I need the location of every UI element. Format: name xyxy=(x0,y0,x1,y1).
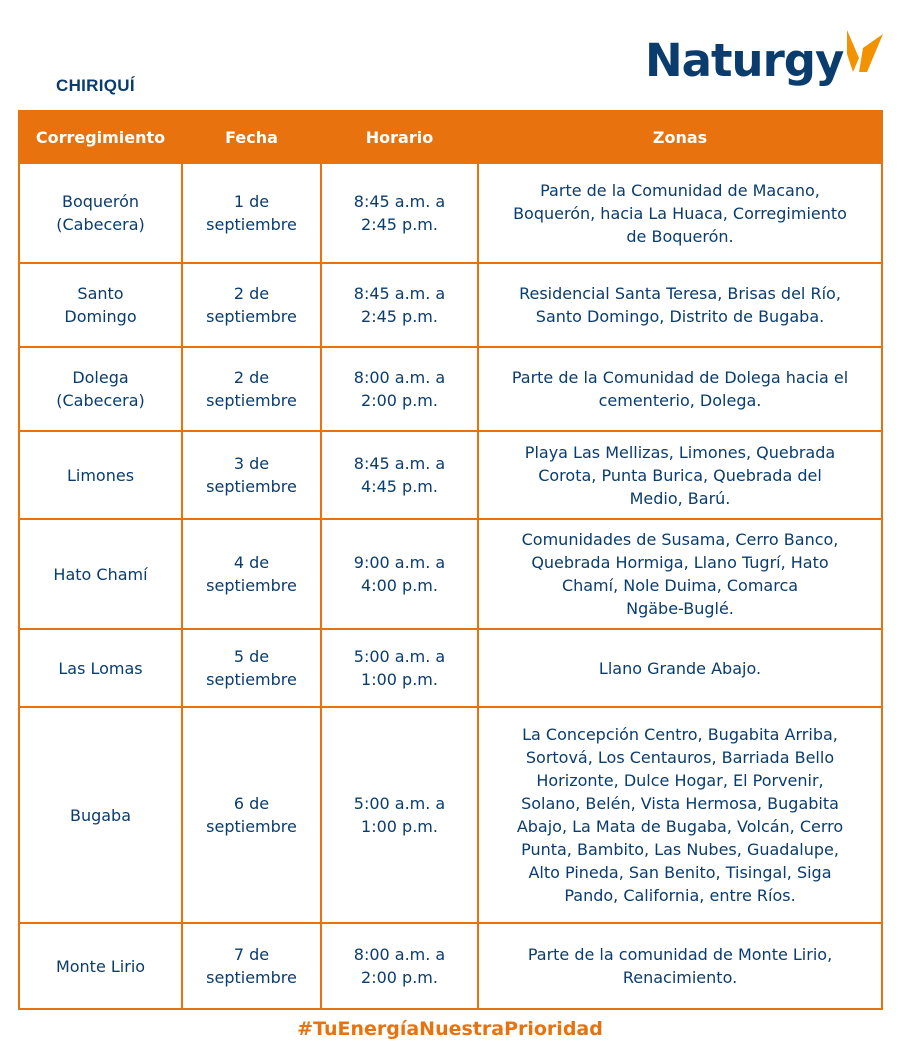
cell-line: de Boquerón. xyxy=(626,226,734,246)
cell-line: Pando, California, entre Ríos. xyxy=(564,886,796,905)
cell-fecha xyxy=(182,519,321,629)
cell-line: 1 de xyxy=(233,192,270,211)
cell-line: septiembre xyxy=(206,817,297,836)
table-row xyxy=(19,519,882,629)
cell-fecha xyxy=(182,707,321,923)
cell-line: 1:00 p.m. xyxy=(361,817,438,836)
cell-line: 5:00 a.m. a xyxy=(353,647,446,666)
cell-fecha xyxy=(182,163,321,263)
cell-corregimiento xyxy=(19,163,182,263)
cell-line: Residencial Santa Teresa, Brisas del Río, xyxy=(519,284,841,303)
cell-line: 4:45 p.m. xyxy=(361,477,438,496)
cell-line: Boquerón xyxy=(61,192,140,211)
cell-line: 2:00 p.m. xyxy=(361,968,438,987)
cell-line: 2:45 p.m. xyxy=(361,307,438,326)
cell-line: 8:45 a.m. a xyxy=(353,454,446,473)
table-row xyxy=(19,431,882,519)
cell-horario xyxy=(321,519,478,629)
table-row xyxy=(19,163,882,263)
cell-line: 8:45 a.m. a xyxy=(353,192,446,211)
table-row xyxy=(19,923,882,1009)
cell-line: Bugaba xyxy=(69,805,132,825)
cell-line: 5:00 a.m. a xyxy=(353,794,446,813)
cell-line: Limones xyxy=(66,465,135,485)
cell-zonas xyxy=(478,519,882,629)
cell-line: Solano, Belén, Vista Hermosa, Bugabita xyxy=(521,794,839,813)
cell-line: Alto Pineda, San Benito, Tisingal, Siga xyxy=(528,863,832,882)
cell-fecha xyxy=(182,923,321,1009)
cell-zonas xyxy=(478,629,882,707)
cell-line: Monte Lirio xyxy=(55,956,146,976)
cell-fecha xyxy=(182,263,321,347)
cell-line: 8:00 a.m. a xyxy=(353,368,446,387)
table-row xyxy=(19,263,882,347)
cell-line: 8:45 a.m. a xyxy=(353,284,446,303)
cell-zonas xyxy=(478,163,882,263)
cell-line: cementerio, Dolega. xyxy=(598,391,762,410)
table-row xyxy=(19,629,882,707)
cell-horario xyxy=(321,431,478,519)
cell-line: 3 de xyxy=(233,454,270,473)
cell-fecha xyxy=(182,431,321,519)
cell-line: Dolega xyxy=(72,368,129,387)
cell-line: Comunidades de Susama, Cerro Banco, xyxy=(521,530,839,549)
cell-line: 2 de xyxy=(233,368,270,387)
naturgy-logo xyxy=(645,28,885,98)
cell-line: Horizonte, Dulce Hogar, El Porvenir, xyxy=(536,771,824,790)
hashtag: #TuEnergíaNuestraPrioridad xyxy=(297,1018,603,1040)
cell-line: 9:00 a.m. a xyxy=(353,553,446,572)
cell-corregimiento xyxy=(19,519,182,629)
header-horario: Horario xyxy=(321,111,478,163)
cell-corregimiento xyxy=(19,629,182,707)
cell-line: septiembre xyxy=(206,968,297,987)
cell-line: septiembre xyxy=(206,670,297,689)
cell-line: (Cabecera) xyxy=(56,215,145,234)
cell-line: 5 de xyxy=(233,647,270,666)
cell-line: Boquerón, hacia La Huaca, Corregimiento xyxy=(513,203,847,223)
cell-line: septiembre xyxy=(206,391,297,410)
cell-line: 2:45 p.m. xyxy=(361,215,438,234)
cell-line: Punta, Bambito, Las Nubes, Guadalupe, xyxy=(521,840,839,859)
cell-line: (Cabecera) xyxy=(56,391,145,410)
cell-line: 2 de xyxy=(233,284,270,303)
cell-horario xyxy=(321,629,478,707)
cell-line: Medio, Barú. xyxy=(629,488,731,508)
cell-line: Las Lomas xyxy=(58,658,143,678)
cell-corregimiento xyxy=(19,263,182,347)
cell-zonas xyxy=(478,707,882,923)
cell-line: Ngäbe-Buglé. xyxy=(626,599,734,618)
table-header-row xyxy=(19,111,882,163)
cell-line: Hato Chamí xyxy=(53,564,148,584)
table-row xyxy=(19,347,882,431)
cell-line: Chamí, Nole Duima, Comarca xyxy=(561,576,799,595)
cell-line: Parte de la Comunidad de Macano, xyxy=(540,180,820,200)
butterfly-icon xyxy=(833,28,885,80)
cell-horario xyxy=(321,163,478,263)
cell-zonas xyxy=(478,347,882,431)
cell-line: 6 de xyxy=(233,794,270,813)
cell-line: septiembre xyxy=(206,477,297,496)
cell-corregimiento xyxy=(19,431,182,519)
cell-horario xyxy=(321,347,478,431)
region-title: CHIRIQUÍ xyxy=(56,76,135,95)
cell-line: Santo xyxy=(77,284,124,303)
cell-line: Llano Grande Abajo. xyxy=(598,658,762,678)
cell-zonas xyxy=(478,431,882,519)
cell-line: Quebrada Hormiga, Llano Tugrí, Hato xyxy=(531,553,829,572)
cell-line: Sortová, Los Centauros, Barriada Bello xyxy=(525,748,835,767)
cell-line: Corota, Punta Burica, Quebrada del xyxy=(538,465,822,485)
header-corregimiento: Corregimiento xyxy=(19,111,182,163)
logo-wordmark: Naturgy xyxy=(645,34,844,87)
cell-line: Renacimiento. xyxy=(622,968,738,987)
header-fecha: Fecha xyxy=(182,111,321,163)
cell-horario xyxy=(321,923,478,1009)
cell-line: 1:00 p.m. xyxy=(361,670,438,689)
cell-line: Playa Las Mellizas, Limones, Quebrada xyxy=(524,442,836,462)
schedule-table xyxy=(18,110,883,1010)
cell-line: Abajo, La Mata de Bugaba, Volcán, Cerro xyxy=(516,817,844,836)
cell-zonas xyxy=(478,263,882,347)
cell-line: septiembre xyxy=(206,576,297,595)
cell-corregimiento xyxy=(19,707,182,923)
cell-line: septiembre xyxy=(206,215,297,234)
cell-line: 7 de xyxy=(233,945,270,964)
cell-horario xyxy=(321,263,478,347)
cell-line: 4 de xyxy=(233,553,270,572)
cell-line: septiembre xyxy=(206,307,297,326)
cell-line: Domingo xyxy=(64,307,137,326)
table-row xyxy=(19,707,882,923)
cell-line: 4:00 p.m. xyxy=(361,576,438,595)
cell-fecha xyxy=(182,347,321,431)
cell-horario xyxy=(321,707,478,923)
cell-zonas xyxy=(478,923,882,1009)
cell-line: Parte de la Comunidad de Dolega hacia el xyxy=(511,368,849,387)
cell-line: Santo Domingo, Distrito de Bugaba. xyxy=(535,307,825,326)
cell-corregimiento xyxy=(19,347,182,431)
header-zonas: Zonas xyxy=(478,111,882,163)
cell-line: 2:00 p.m. xyxy=(361,391,438,410)
cell-line: Parte de la comunidad de Monte Lirio, xyxy=(527,945,833,964)
cell-fecha xyxy=(182,629,321,707)
cell-corregimiento xyxy=(19,923,182,1009)
cell-line: 8:00 a.m. a xyxy=(353,945,446,964)
cell-line: La Concepción Centro, Bugabita Arriba, xyxy=(522,725,838,744)
